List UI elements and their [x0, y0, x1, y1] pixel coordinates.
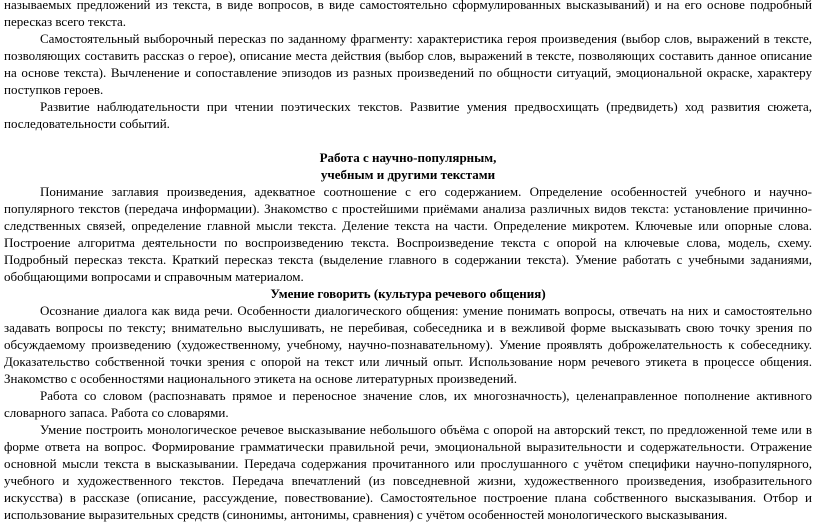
paragraph-selective-retelling: Самостоятельный выборочный пересказ по заданному фрагменту: характеристика героя произведения (выбор слов, выражений в тексте, позволяющих составить рассказ о герое), описание места действия (выбор слов, выражений в тексте, позволяющих составить данное описание на основе текста). Вычленение и сопоставление эпизодов из разных произведений по общности ситуаций, эмоциональной окраске, характеру поступков героев. [4, 31, 812, 97]
document-page [4, 0, 812, 523]
paragraph-monologue: Умение построить монологическое речевое высказывание небольшого объёма с опорой на авторский текст, по предложенной теме или в форме ответа на вопрос. Формирование грамматически правильной речи, эмоциональной выразительности и содержательности. Отражение основной мысли текста в высказывании. Передача содержания прочитанного или прослушанного с учётом специфики научно-популярного, учебного и художественного текстов. Передача впечатлений (из повседневной жизни, художественного произведения, изобразительного искусства) в рассказе (описание, рассуждение, повествование). Самостоятельное построение плана собственного высказывания. Отбор и использование выразительных средств (синонимы, антонимы, сравнения) с учётом особенностей монологического высказывания. [4, 422, 812, 522]
section-heading-popular-line2: учебным и другими текстами [320, 167, 496, 182]
section-heading-speaking: Умение говорить (культура речевого общения) [270, 286, 546, 301]
paragraph-continuation: называемых предложений из текста, в виде вопросов, в виде самостоятельно сформулированных высказываний) и на его основе подробный пересказ всего текста. [4, 0, 812, 29]
paragraph-popular-texts: Понимание заглавия произведения, адекватное соотношение с его содержанием. Определение особенностей учебного и научно-популярного текстов (передача информации). Знакомство с простейшими приёмами анализа различных видов текста: установление причинно-следственных связей, определение главной мысли текста. Деление текста на части. Определение микротем. Ключевые или опорные слова. Построение алгоритма деятельности по воспроизведению текста. Воспроизведение текста с опорой на ключевые слова, модель, схему. Подробный пересказ текста. Краткий пересказ текста (выделение главного в содержании текста). Умение работать с учебными заданиями, обобщающими вопросами и справочным материалом. [4, 184, 812, 284]
paragraph-observation: Развитие наблюдательности при чтении поэтических текстов. Развитие умения предвосхищать (предвидеть) ход развития сюжета, последовательности событий. [4, 99, 812, 131]
section-heading-popular-line1: Работа с научно-популярным, [319, 150, 497, 165]
section-spacer [4, 132, 812, 149]
paragraph-dialogue: Осознание диалога как вида речи. Особенности диалогического общения: умение понимать вопросы, отвечать на них и самостоятельно задавать вопросы по тексту; внимательно выслушивать, не перебивая, собеседника и в вежливой форме высказывать свою точку зрения по обсуждаемому произведению (художественному, учебному, научно-познавательному). Умение проявлять доброжелательность к собеседнику. Доказательство собственной точки зрения с опорой на текст или личный опыт. Использование норм речевого этикета в процессе общения. Знакомство с особенностями национального этикета на основе литературных произведений. [4, 303, 812, 386]
paragraph-word-work: Работа со словом (распознавать прямое и переносное значение слов, их многозначность), целенаправленное пополнение активного словарного запаса. Работа со словарями. [4, 388, 812, 420]
